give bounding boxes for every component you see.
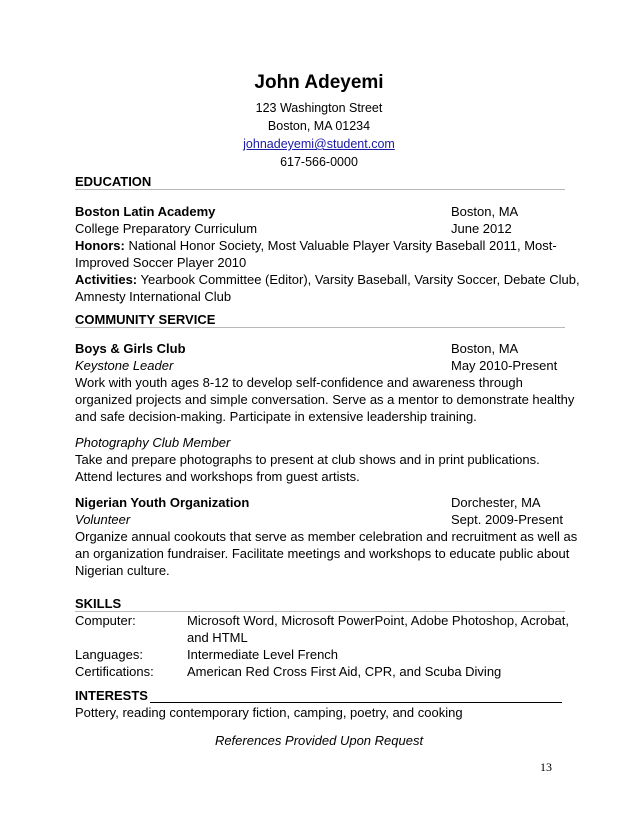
- references-note: References Provided Upon Request: [214, 733, 424, 748]
- skills-cert-value: American Red Cross First Aid, CPR, and Scuba Diving: [187, 664, 502, 679]
- org1-name: Boys & Girls Club: [75, 341, 186, 356]
- org1-desc-line: and safe decision-making. Participate in extensive leadership training.: [75, 409, 477, 424]
- education-program-row: [75, 220, 565, 238]
- activities-label: Activities:: [75, 272, 138, 287]
- org1-location: Boston, MA: [451, 341, 519, 356]
- skills-computer-row: [75, 612, 570, 630]
- street-address: 123 Washington Street: [255, 101, 383, 115]
- org2-desc-line: Organize annual cookouts that serve as member celebration and recruitment as well as: [75, 529, 578, 544]
- city-state-zip: Boston, MA 01234: [267, 119, 371, 133]
- honors-line-2: Improved Soccer Player 2010: [75, 255, 247, 270]
- skills-languages-value: Intermediate Level French: [187, 647, 339, 662]
- honors-line: [75, 237, 565, 255]
- honors-text: National Honor Society, Most Valuable Player Varsity Baseball 2011, Most-: [124, 238, 557, 253]
- org2-name: Nigerian Youth Organization: [75, 495, 250, 510]
- honors-label: Honors:: [75, 238, 125, 253]
- graduation-date: June 2012: [451, 221, 512, 236]
- interests-heading: INTERESTS: [75, 688, 148, 703]
- skills-cert-row: [75, 663, 565, 681]
- page-number: 13: [540, 760, 552, 774]
- org2-row: [75, 494, 565, 512]
- contact-email-link[interactable]: johnadeyemi@student.com: [243, 137, 395, 151]
- org1-desc2-line: Attend lectures and workshops from guest artists.: [75, 469, 360, 484]
- skills-computer-value-2: and HTML: [187, 630, 248, 645]
- contact-phone: 617-566-0000: [280, 155, 358, 169]
- org2-role-row: [75, 511, 565, 529]
- community-heading: COMMUNITY SERVICE: [75, 312, 216, 327]
- skills-cert-label: Certifications:: [75, 664, 154, 679]
- org1-role-row: [75, 357, 565, 375]
- org2-desc-line: Nigerian culture.: [75, 563, 170, 578]
- org1-row: [75, 340, 565, 358]
- school-name: Boston Latin Academy: [75, 204, 216, 219]
- org2-role: Volunteer: [75, 512, 131, 527]
- activities-line-2: Amnesty International Club: [75, 289, 232, 304]
- org2-desc-line: an organization fundraiser. Facilitate meetings and workshops to educate public about: [75, 546, 570, 561]
- org2-location: Dorchester, MA: [451, 495, 541, 510]
- education-divider: [75, 189, 565, 190]
- community-divider: [75, 327, 565, 328]
- contact-email-wrapper: [0, 135, 638, 153]
- education-heading: EDUCATION: [75, 174, 152, 189]
- org1-desc-line: Work with youth ages 8-12 to develop self-confidence and awareness through: [75, 375, 523, 390]
- school-location: Boston, MA: [451, 204, 519, 219]
- program-name: College Preparatory Curriculum: [75, 221, 258, 236]
- skills-languages-label: Languages:: [75, 647, 143, 662]
- org1-desc-line: organized projects and simple conversation. Serve as a mentor to demonstrate healthy: [75, 392, 575, 407]
- interests-value: Pottery, reading contemporary fiction, camping, poetry, and cooking: [75, 705, 463, 720]
- activities-line: [75, 271, 580, 289]
- activities-text: Yearbook Committee (Editor), Varsity Baseball, Varsity Soccer, Debate Club,: [137, 272, 580, 287]
- org1-role: Keystone Leader: [75, 358, 174, 373]
- org1-role2: Photography Club Member: [75, 435, 231, 450]
- education-school-row: [75, 203, 565, 221]
- skills-languages-row: [75, 646, 565, 664]
- resume-name: John Adeyemi: [254, 72, 384, 93]
- skills-computer-label: Computer:: [75, 613, 136, 628]
- org1-desc2-line: Take and prepare photographs to present at club shows and in print publications.: [75, 452, 540, 467]
- skills-computer-value: Microsoft Word, Microsoft PowerPoint, Adobe Photoshop, Acrobat,: [187, 613, 570, 628]
- org1-dates: May 2010-Present: [451, 358, 558, 373]
- skills-heading: SKILLS: [75, 596, 122, 611]
- org2-dates: Sept. 2009-Present: [451, 512, 564, 527]
- interests-divider: [150, 702, 562, 703]
